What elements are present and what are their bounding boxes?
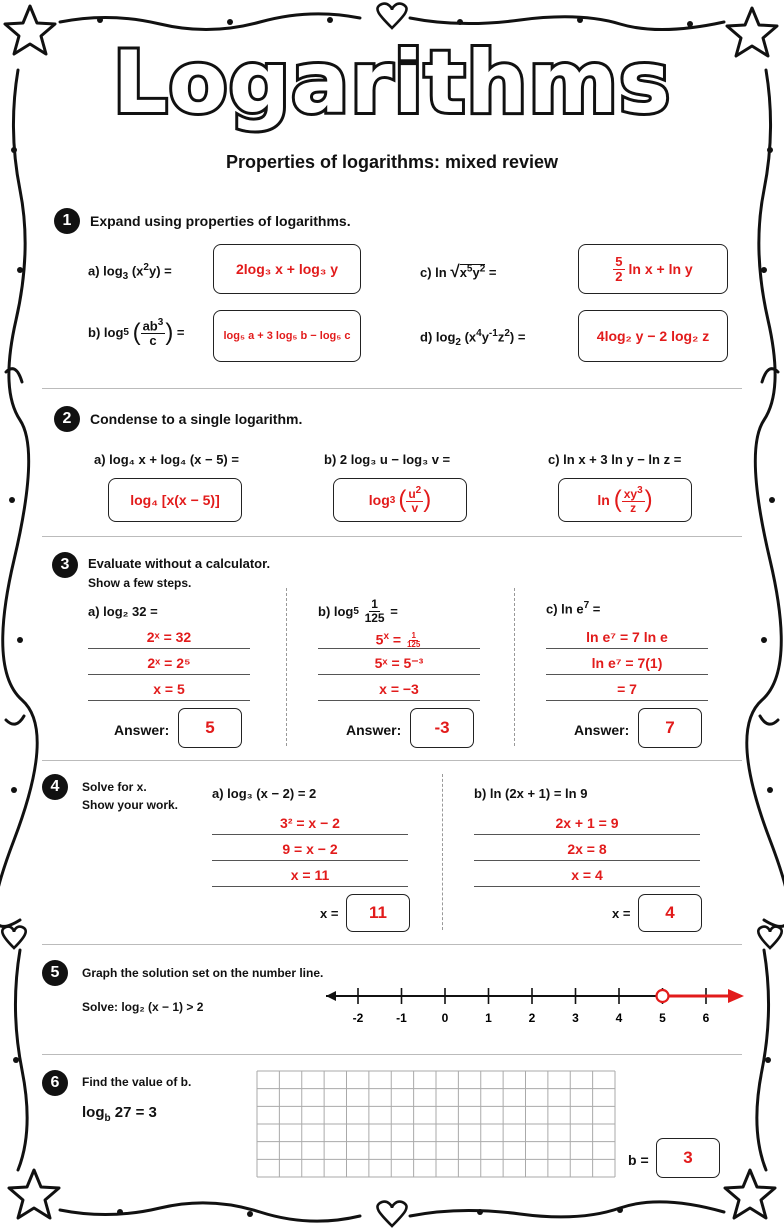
problem-1c-fraction: $\frac{5}{2}$ (615, 253, 623, 284)
section-4-title: Solve for x. (82, 780, 147, 794)
problem-3a-prompt: a) log₂ 32 = (88, 604, 158, 619)
answer-label: Answer: (574, 722, 630, 738)
section-2-title: Condense to a single logarithm. (90, 411, 303, 427)
problem-4a-answer: 11 (346, 894, 410, 932)
problem-1d-label: d) (420, 329, 433, 345)
column-divider (286, 588, 287, 746)
problem-3a-step: 2ˣ = 2⁵ (88, 652, 250, 675)
problem-3c-answer: 7 (638, 708, 702, 748)
problem-3a-step: 2ˣ = 32 (88, 626, 250, 649)
section-6-title: Find the value of b. (82, 1075, 192, 1089)
section-6-equation: $\log_b 27 = 3$ (82, 1104, 157, 1124)
problem-2a-prompt: a) log₄ x + log₄ (x − 5) = (94, 452, 239, 467)
answer-label: Answer: (346, 722, 402, 738)
section-1-number: 1 (54, 208, 80, 234)
x-equals-label: x = (320, 906, 339, 921)
section-2-number: 2 (54, 406, 80, 432)
problem-4a-step: 3² = x − 2 (212, 812, 408, 835)
problem-4b-step: x = 4 (474, 864, 700, 887)
problem-2b-answer-box: log 3 ( $\frac{u^2}{v}$ ) (333, 478, 467, 522)
problem-1c-answer-box (578, 244, 728, 294)
problem-3b-step: $5^x$ = $\frac{1}{125}$ (318, 626, 480, 649)
section-5-prompt: Solve: log₂ (x − 1) > 2 (82, 1000, 204, 1014)
problem-2a-answer: log₄ [x(x − 5)] (130, 492, 220, 508)
problem-2a-answer-box (108, 478, 242, 522)
problem-1a-prompt: a) $\log_3 (x^2y)$ = (88, 262, 172, 282)
problem-3c-step: ln e⁷ = 7 ln e (546, 626, 708, 649)
section-divider (42, 944, 742, 945)
b-equals-label: b = (628, 1152, 649, 1168)
problem-2c-prompt: c) ln x + 3 ln y − ln z = (548, 452, 682, 467)
number-line-tick-label: -1 (396, 1011, 407, 1025)
section-3-number: 3 (52, 552, 78, 578)
problem-1d-answer-box (578, 310, 728, 362)
section-divider (42, 536, 742, 537)
problem-1b-answer: log₅ a + 3 log₅ b − log₅ c (223, 330, 351, 342)
number-line-tick-label: 3 (572, 1011, 579, 1025)
problem-3a-step: x = 5 (88, 678, 250, 701)
problem-3b-answer: -3 (410, 708, 474, 748)
problem-2c-answer-box: ln ( $\frac{xy^3}{z}$ ) (558, 478, 692, 522)
section-divider (42, 760, 742, 761)
problem-4a-step: 9 = x − 2 (212, 838, 408, 861)
problem-6-answer: 3 (656, 1138, 720, 1178)
number-line-tick-label: 5 (659, 1011, 666, 1025)
problem-1c-prompt: c) $\ln √x^5y^2$ = (420, 262, 497, 281)
problem-1a-answer: 2log₃ x + log₃ y (235, 261, 339, 277)
problem-3a-answer: 5 (178, 708, 242, 748)
number-line-left-arrow (326, 991, 336, 1001)
problem-1d-answer: 4log₂ y − 2 log₂ z (596, 328, 710, 344)
section-3-note: Show a few steps. (88, 576, 192, 590)
section-6-number: 6 (42, 1070, 68, 1096)
number-line-tick-label: -2 (352, 1011, 364, 1025)
problem-3c-step: ln e⁷ = 7(1) (546, 652, 708, 675)
number-line-marks (326, 988, 744, 1025)
problem-1a-label: a) (88, 263, 100, 279)
problem-3c-step: = 7 (546, 678, 708, 701)
problem-1b-prompt: b) log 5 ( $\frac{ab^3}{c}$ ) = (88, 317, 185, 348)
section-5-number: 5 (42, 960, 68, 986)
problem-4a-prompt: a) log₃ (x − 2) = 2 (212, 786, 317, 801)
column-divider (514, 588, 515, 746)
number-line-tick-label: 0 (441, 1011, 449, 1025)
number-line-tick-label: 1 (485, 1011, 492, 1025)
section-divider (42, 388, 742, 389)
problem-2b-prompt: b) 2 log₃ u − log₃ v = (324, 452, 451, 467)
section-3-title: Evaluate without a calculator. (88, 556, 271, 571)
column-divider (442, 774, 443, 930)
problem-3b-step: 5ˣ = 5⁻³ (318, 652, 480, 675)
number-line (320, 980, 750, 1030)
section-1-title: Expand using properties of logarithms. (90, 213, 351, 229)
problem-4b-step: 2x = 8 (474, 838, 700, 861)
problem-4b-prompt: b) ln (2x + 1) = ln 9 (474, 786, 588, 801)
section-4-note: Show your work. (82, 798, 179, 812)
answer-label: Answer: (114, 722, 170, 738)
grid-lines (257, 1071, 615, 1177)
open-point (657, 990, 669, 1002)
problem-4b-answer: 4 (638, 894, 702, 932)
problem-1c-label: c) (420, 265, 432, 280)
number-line-tick-label: 6 (702, 1011, 710, 1025)
scratch-grid (256, 1070, 618, 1180)
section-divider (42, 1054, 742, 1055)
problem-4a-step: x = 11 (212, 864, 408, 887)
page-title: Logarithms (112, 33, 672, 133)
page-subtitle: Properties of logarithms: mixed review (225, 152, 559, 172)
number-line-tick-label: 4 (615, 1011, 623, 1025)
solution-ray-arrow (728, 989, 744, 1003)
problem-1d-prompt: d) $\log_2 (x^4y^{-1}z^2)$ = (420, 328, 526, 348)
x-equals-label: x = (612, 906, 631, 921)
section-4-number: 4 (42, 774, 68, 800)
problem-3c-prompt: c) $\ln e^7$ = (546, 600, 601, 617)
problem-1b-answer-box (213, 310, 361, 362)
problem-1c-answer: ln x + ln y (628, 261, 693, 277)
problem-3b-prompt: b) log 5 $\frac{1}{125}$ = (318, 597, 398, 625)
problem-1b-label: b) (88, 325, 101, 341)
problem-1a-answer-box (213, 244, 361, 294)
number-line-tick-label: 2 (528, 1011, 536, 1025)
problem-3b-step: x = −3 (318, 678, 480, 701)
problem-4b-step: 2x + 1 = 9 (474, 812, 700, 835)
section-5-title: Graph the solution set on the number line. (82, 966, 324, 980)
